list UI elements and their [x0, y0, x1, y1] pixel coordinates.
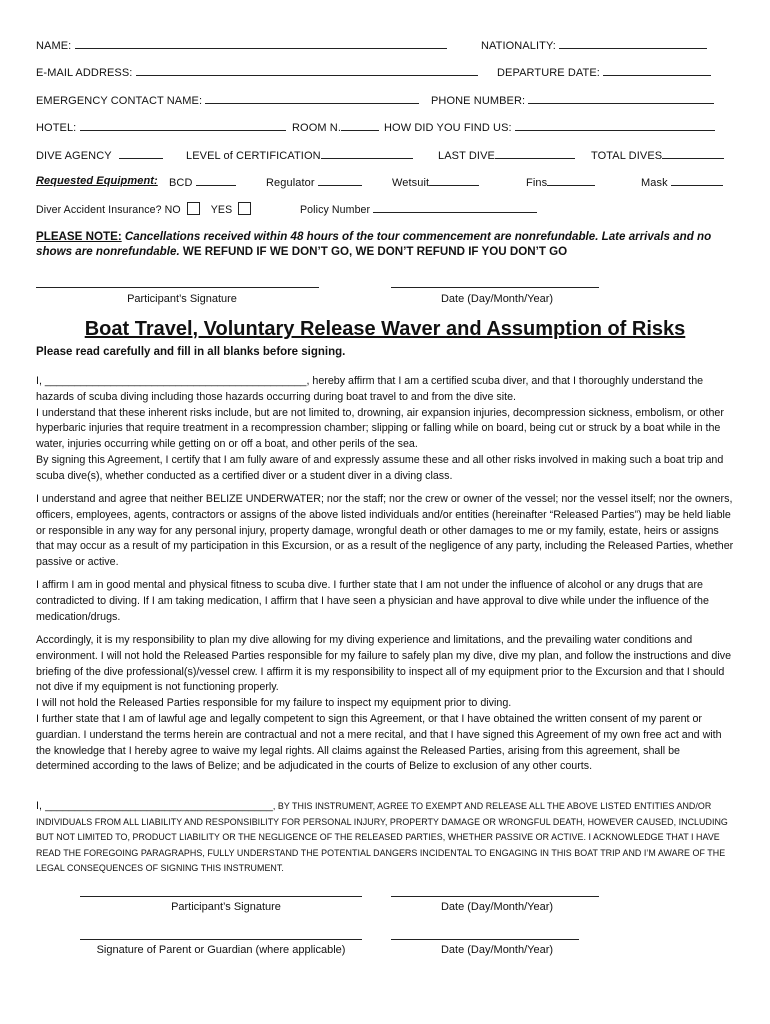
email-field[interactable]: [36, 65, 478, 79]
regulator-input[interactable]: [318, 175, 362, 186]
phone-input[interactable]: [528, 93, 714, 104]
requested-equipment-label: [36, 175, 158, 187]
last-dive-label: LAST DIVE: [438, 150, 495, 162]
certification-label: LEVEL of CERTIFICATION: [186, 150, 321, 162]
room-field[interactable]: [292, 120, 379, 134]
p9-name-blank[interactable]: ______________________________________: [45, 800, 273, 812]
note-bold-text: WE REFUND IF WE DON’T GO, WE DON’T REFUND IF YOU DON’T GO: [179, 245, 568, 258]
emergency-input[interactable]: [205, 93, 419, 104]
waiver-paragraph-2: I understand that these inherent risks include, but are not limited to, drowning, air expansion injuries, decompression sickness, embolism, or other hyperbaric injuries that require treatment in a recompression chamber; slipping or falling while on board, being cut or struck by a boat while in the water, injuries occurring while getting on or off a boat, and other perils of the sea.: [36, 406, 724, 451]
bcd-field[interactable]: [169, 175, 236, 189]
date-label-3: Date (Day/Month/Year): [440, 944, 554, 956]
waiver-paragraph-6: Accordingly, it is my responsibility to plan my dive allowing for my diving experience and limitations, and the prevailing water conditions and environment. I will not hold the Released Parties responsible for my failure to safely plan my dive, dive my plan, and follow the instructions and dive briefing of the dive professional(s)/vessel crew. I affirm it is my responsibility to inspect all of my equipment prior to the Excursion and that I should not dive if my equipment is not functioning properly.: [36, 634, 732, 694]
nationality-label: NATIONALITY:: [481, 40, 556, 52]
waiver-paragraph-8: I further state that I am of lawful age and legally competent to sign this Agreement, or that I have obtained the written consent of my parent or guardian. I understand the terms herein are contractual and not a mere recital, and that I have signed this Agreement of my own free act and with the knowledge that I hereby agree to waive my legal rights. All claims against the Released Parties, arising from this agreement, shall be determined according to the laws of Belize; and be adjudicated in the courts of Belize to exclusion of any other courts.: [36, 712, 722, 773]
phone-label: PHONE NUMBER:: [431, 95, 526, 107]
p1-prefix: I,: [36, 375, 45, 387]
wetsuit-field[interactable]: [392, 175, 479, 189]
date-line-3[interactable]: [391, 939, 579, 940]
how-input[interactable]: [515, 120, 715, 131]
p9-text: , BY THIS INSTRUMENT, AGREE TO EXEMPT AND RELEASE ALL THE ABOVE LISTED ENTITIES AND/OR INDIVIDUALS FROM ALL LIABILITY AND RESPONSIBILITY FOR PERSONAL INJURY, PROPERTY DAMAGE OR WRONGFUL DEATH, HOWEVER CAUSED, INCLUDING BUT NOT LIMITED TO, PRODUCT LIABILITY OR THE NEGLIGENCE OF THE RELEASED PARTIES, WHETHER PASSIVE OR ACTIVE. I ACKNOWLEDGE THAT I HAVE READ THE FOREGOING PARAGRAPHS, FULLY UNDERSTAND THE POTENTIAL DANGERS INCIDENTAL TO ENGAGING IN THIS BOAT TRIP AND I’M AWARE OF THE LEGAL CONSEQUENCES OF SIGNING THIS INSTRUMENT.: [36, 801, 728, 874]
how-field[interactable]: [384, 120, 715, 134]
fins-field[interactable]: [526, 175, 595, 189]
name-label: NAME:: [36, 40, 72, 52]
p9-prefix: I,: [36, 800, 46, 812]
p1-text: , hereby affirm that I am a certified scuba diver, and that I thoroughly understand the hazards of scuba diving including those hazards occurring during boat travel to and from the dive site.: [36, 375, 704, 403]
regulator-label: Regulator: [266, 177, 315, 189]
how-label: HOW DID YOU FIND US:: [384, 122, 512, 134]
policy-input[interactable]: [373, 202, 537, 213]
wetsuit-input[interactable]: [429, 175, 479, 186]
cancellation-note: [36, 229, 736, 259]
insurance-row: [36, 202, 251, 216]
nationality-input[interactable]: [559, 38, 707, 49]
certification-field[interactable]: [186, 148, 413, 162]
agency-label: DIVE AGENCY: [36, 150, 112, 162]
fins-input[interactable]: [547, 175, 595, 186]
date-line-2[interactable]: [391, 896, 599, 897]
name-field[interactable]: [36, 38, 447, 52]
bcd-label: BCD: [169, 177, 193, 189]
departure-input[interactable]: [603, 65, 711, 76]
total-dives-label: TOTAL DIVES: [591, 150, 663, 162]
participant-signature-label-1: Participant’s Signature: [127, 293, 237, 305]
departure-field[interactable]: [497, 65, 711, 79]
departure-label: DEPARTURE DATE:: [497, 67, 600, 79]
note-lead: PLEASE NOTE:: [36, 230, 122, 243]
yes-label: YES: [210, 204, 233, 216]
date-label-2: Date (Day/Month/Year): [440, 901, 554, 913]
last-dive-field[interactable]: [438, 148, 575, 162]
email-input[interactable]: [136, 65, 478, 76]
wetsuit-label: Wetsuit: [392, 177, 430, 189]
date-label-1: Date (Day/Month/Year): [440, 293, 554, 305]
hotel-label: HOTEL:: [36, 122, 77, 134]
waiver-paragraph-1: [36, 374, 736, 485]
requested-equipment-text: Requested Equipment:: [36, 175, 158, 187]
mask-input[interactable]: [671, 175, 723, 186]
policy-field[interactable]: [300, 202, 537, 216]
waiver-title: Boat Travel, Voluntary Release Waver and Assumption of Risks: [84, 318, 686, 340]
hotel-input[interactable]: [80, 120, 286, 131]
waiver-subheading: Please read carefully and fill in all blanks before signing.: [36, 346, 346, 358]
nationality-field[interactable]: [481, 38, 707, 52]
waiver-paragraph-5: I affirm I am in good mental and physical fitness to scuba dive. I further state that I am not under the influence of alcohol or any drugs that are contradicted to diving. If I am taking medication, I affirm that I have seen a physician and have approval to dive while under the influence of the medication/drugs.: [36, 579, 709, 623]
emergency-field[interactable]: [36, 93, 419, 107]
room-label: ROOM N.: [292, 122, 341, 134]
waiver-release-clause: [36, 799, 736, 877]
participant-signature-line-1[interactable]: [36, 287, 319, 288]
no-checkbox[interactable]: [187, 202, 200, 215]
waiver-paragraph-3: By signing this Agreement, I certify that I am fully aware of and expressly assume these and all other risks involved in making such a boat trip and scuba dive(s), whether conducted as a certified diver or a student diver in a diving class.: [36, 453, 724, 482]
participant-signature-label-2: Participant’s Signature: [171, 901, 281, 913]
date-line-1[interactable]: [391, 287, 599, 288]
total-dives-input[interactable]: [662, 148, 724, 159]
mask-label: Mask: [641, 177, 668, 189]
email-label: E-MAIL ADDRESS:: [36, 67, 133, 79]
waiver-paragraph-6-block: [36, 633, 736, 775]
guardian-signature-line[interactable]: [80, 939, 362, 940]
guardian-signature-label: Signature of Parent or Guardian (where applicable): [96, 944, 346, 956]
fins-label: Fins: [526, 177, 548, 189]
agency-field[interactable]: [36, 148, 163, 162]
insurance-label: Diver Accident Insurance?: [36, 204, 162, 216]
certification-input[interactable]: [321, 148, 413, 159]
yes-checkbox[interactable]: [238, 202, 251, 215]
name-input[interactable]: [75, 38, 447, 49]
emergency-label: EMERGENCY CONTACT NAME:: [36, 95, 203, 107]
waiver-paragraph-7: I will not hold the Released Parties responsible for my failure to inspect my equipment prior to diving.: [36, 697, 512, 710]
agency-input[interactable]: [119, 148, 163, 159]
regulator-field[interactable]: [266, 175, 362, 189]
bcd-input[interactable]: [196, 175, 236, 186]
mask-field[interactable]: [641, 175, 723, 189]
room-input[interactable]: [341, 120, 379, 131]
p1-name-blank[interactable]: ____________________________________________: [44, 375, 307, 387]
participant-signature-line-2[interactable]: [80, 896, 362, 897]
waiver-paragraph-4: I understand and agree that neither BELIZE UNDERWATER; nor the staff; nor the crew or owner of the vessel; nor the vessel itself; nor the owners, officers, employees, agents, contractors or assigns of the above listed individuals and/or entities (hereinafter “Released Parties”) may be held liable or responsible in any way for any personal injury, property damage, wrongful death or other damages to me or my family, estate, heirs or assigns that may occur as a result of my participation in this Excursion, or as a result of the negligence of any party, including the Released Parties, whether passive or active.: [36, 493, 734, 569]
last-dive-input[interactable]: [495, 148, 575, 159]
phone-field[interactable]: [431, 93, 714, 107]
note-italic-text: Cancellations received within 48 hours of the tour commencement are nonrefundable. Late arrivals and no shows are nonrefundable.: [36, 230, 712, 258]
policy-label: Policy Number: [300, 204, 371, 216]
hotel-field[interactable]: [36, 120, 286, 134]
total-dives-field[interactable]: [591, 148, 724, 162]
no-label: NO: [164, 204, 181, 216]
